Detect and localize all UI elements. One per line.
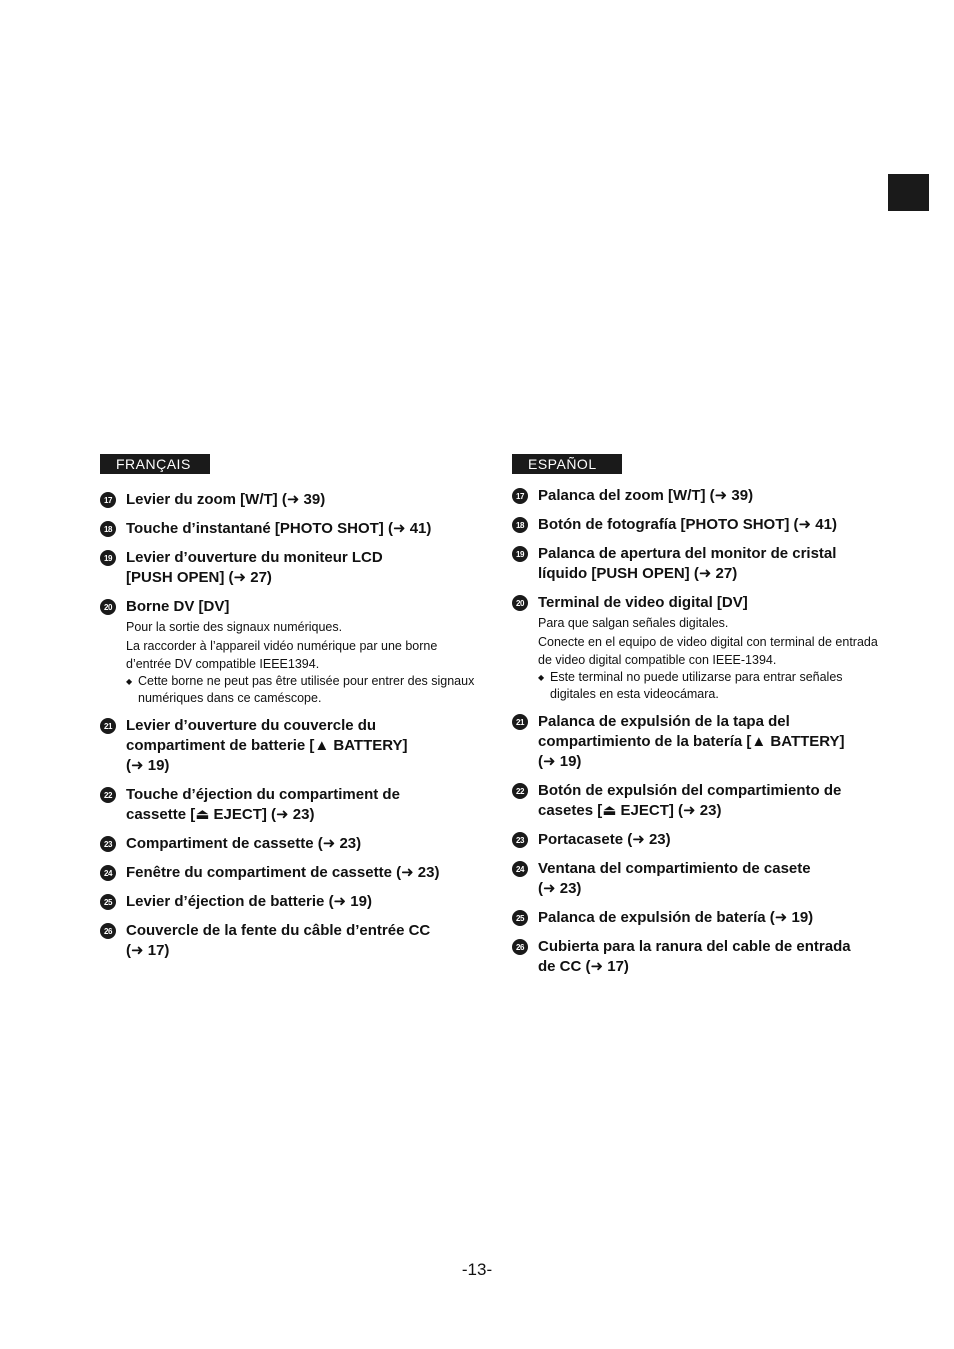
item-number-badge: 21 — [100, 718, 116, 734]
item-title: Palanca del zoom [W/T] (➜ 39) — [538, 487, 754, 504]
item-title: Palanca de expulsión de batería (➜ 19) — [538, 909, 814, 926]
item-title: Palanca de expulsión de la tapa del compartimiento de la batería [▲ BATTERY] (➜ 19) — [538, 713, 845, 770]
list-item — [100, 834, 480, 854]
list-item — [100, 548, 480, 588]
bullet-icon: ◆ — [538, 673, 545, 682]
item-number-badge: 20 — [100, 599, 116, 615]
item-number-badge: 19 — [512, 546, 528, 562]
list-item — [512, 712, 887, 772]
french-column — [100, 454, 480, 970]
list-item — [100, 490, 480, 510]
list-item — [512, 544, 887, 584]
list-item — [512, 937, 887, 977]
item-title: Touche d’instantané [PHOTO SHOT] (➜ 41) — [126, 520, 432, 537]
item-note — [538, 669, 887, 703]
spanish-column — [512, 454, 887, 986]
item-title: Levier d’éjection de batterie (➜ 19) — [126, 893, 372, 910]
item-title: Botón de expulsión del compartimiento de casetes [⏏ EJECT] (➜ 23) — [538, 782, 842, 819]
page-number: -13- — [461, 1260, 493, 1279]
item-number-badge: 18 — [512, 517, 528, 533]
item-note — [126, 673, 480, 707]
item-title: Levier d’ouverture du moniteur LCD [PUSH OPEN] (➜ 27) — [126, 549, 383, 586]
item-description: Pour la sortie des signaux numériques. — [126, 620, 343, 634]
list-item — [512, 486, 887, 506]
item-number-badge: 26 — [512, 939, 528, 955]
list-item — [512, 859, 887, 899]
item-title: Botón de fotografía [PHOTO SHOT] (➜ 41) — [538, 516, 837, 533]
item-number-badge: 22 — [512, 783, 528, 799]
item-title: Portacasete (➜ 23) — [538, 831, 671, 848]
item-title: Levier d’ouverture du couvercle du compartiment de batterie [▲ BATTERY] (➜ 19) — [126, 717, 408, 774]
item-number-badge: 19 — [100, 550, 116, 566]
item-number-badge: 20 — [512, 595, 528, 611]
list-item — [100, 892, 480, 912]
list-item — [100, 716, 480, 776]
item-note-text: Este terminal no puede utilizarse para entrar señales digitales en esta videocámara. — [550, 670, 843, 701]
item-number-badge: 24 — [512, 861, 528, 877]
item-number-badge: 22 — [100, 787, 116, 803]
list-item — [100, 863, 480, 883]
list-item — [100, 597, 480, 707]
item-number-badge: 26 — [100, 923, 116, 939]
corner-tab-marker — [888, 174, 929, 211]
list-item — [100, 785, 480, 825]
list-item — [100, 519, 480, 539]
list-item — [100, 921, 480, 961]
list-item — [512, 593, 887, 703]
item-note-text: Cette borne ne peut pas être utilisée pour entrer des signaux numériques dans ce caméscope. — [138, 674, 475, 705]
item-title: Borne DV [DV] — [126, 598, 230, 615]
item-number-badge: 25 — [512, 910, 528, 926]
item-title: Ventana del compartimiento de casete (➜ 23) — [538, 860, 811, 897]
item-number-badge: 21 — [512, 714, 528, 730]
item-title: Terminal de video digital [DV] — [538, 594, 748, 611]
list-item — [512, 908, 887, 928]
item-title: Touche d’éjection du compartiment de cassette [⏏ EJECT] (➜ 23) — [126, 786, 400, 823]
item-number-badge: 17 — [100, 492, 116, 508]
item-description: Conecte en el equipo de video digital con terminal de entrada de video digital compatible con IEEE-1394. — [538, 635, 878, 667]
item-number-badge: 17 — [512, 488, 528, 504]
bullet-icon: ◆ — [126, 677, 133, 686]
item-number-badge: 23 — [512, 832, 528, 848]
list-item — [512, 781, 887, 821]
list-item — [512, 830, 887, 850]
item-description: Para que salgan señales digitales. — [538, 616, 729, 630]
item-number-badge: 18 — [100, 521, 116, 537]
item-title: Couvercle de la fente du câble d’entrée CC (➜ 17) — [126, 922, 431, 959]
item-title: Levier du zoom [W/T] (➜ 39) — [126, 491, 326, 508]
item-title: Palanca de apertura del monitor de cristal líquido [PUSH OPEN] (➜ 27) — [538, 545, 837, 582]
spanish-language-label: ESPAÑOL — [512, 454, 622, 474]
item-number-badge: 25 — [100, 894, 116, 910]
list-item — [512, 515, 887, 535]
item-number-badge: 23 — [100, 836, 116, 852]
item-title: Cubierta para la ranura del cable de entrada de CC (➜ 17) — [538, 938, 851, 975]
item-description: La raccorder à l’appareil vidéo numérique par une borne d’entrée DV compatible IEEE1394. — [126, 639, 438, 671]
item-number-badge: 24 — [100, 865, 116, 881]
french-language-label: FRANÇAIS — [100, 454, 210, 474]
item-title: Fenêtre du compartiment de cassette (➜ 23) — [126, 864, 440, 881]
item-title: Compartiment de cassette (➜ 23) — [126, 835, 362, 852]
